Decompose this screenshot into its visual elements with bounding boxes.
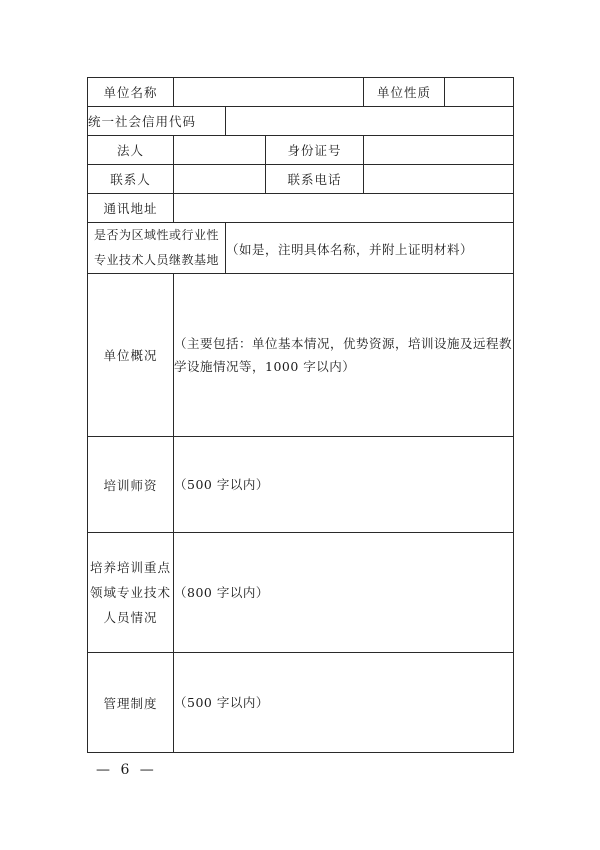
legal-person-field[interactable] [174, 136, 266, 165]
contact-phone-label: 联系电话 [266, 165, 364, 194]
id-number-label: 身份证号 [266, 136, 364, 165]
row-contact [88, 165, 514, 194]
base-note[interactable]: （如是，注明具体名称，并附上证明材料） [226, 223, 514, 274]
credit-code-label: 统一社会信用代码 [88, 107, 226, 136]
teachers-note[interactable]: （500 字以内） [174, 437, 514, 533]
base-question-line2: 专业技术人员继教基地 [93, 253, 219, 267]
address-label: 通讯地址 [88, 194, 174, 223]
management-note[interactable]: （500 字以内） [174, 653, 514, 753]
key-fields-label [88, 533, 174, 653]
row-teachers [88, 437, 514, 533]
unit-name-label: 单位名称 [88, 78, 174, 107]
key-fields-line3: 人员情况 [103, 610, 158, 625]
application-form-table [87, 77, 514, 753]
overview-note[interactable]: （主要包括：单位基本情况，优势资源，培训设施及远程教学设施情况等，1000 字以内） [174, 274, 514, 437]
contact-person-label: 联系人 [88, 165, 174, 194]
credit-code-field[interactable] [226, 107, 514, 136]
contact-phone-field[interactable] [364, 165, 514, 194]
row-key-fields [88, 533, 514, 653]
legal-person-label: 法人 [88, 136, 174, 165]
row-credit-code [88, 107, 514, 136]
id-number-field[interactable] [364, 136, 514, 165]
key-fields-line1: 培养培训重点 [89, 560, 171, 575]
row-legal-person [88, 136, 514, 165]
row-overview [88, 274, 514, 437]
row-management [88, 653, 514, 753]
management-label: 管理制度 [88, 653, 174, 753]
address-field[interactable] [174, 194, 514, 223]
unit-name-field[interactable] [174, 78, 364, 107]
page-number: — 6 — [96, 762, 157, 778]
row-address [88, 194, 514, 223]
overview-label: 单位概况 [88, 274, 174, 437]
teachers-label: 培训师资 [88, 437, 174, 533]
unit-nature-label: 单位性质 [364, 78, 445, 107]
contact-person-field[interactable] [174, 165, 266, 194]
base-question-line1: 是否为区域性或行业性 [93, 228, 219, 242]
base-question-label [88, 223, 226, 274]
row-unit-name [88, 78, 514, 107]
key-fields-line2: 领域专业技术 [89, 585, 171, 600]
row-base-question [88, 223, 514, 274]
unit-nature-field[interactable] [445, 78, 514, 107]
key-fields-note[interactable]: （800 字以内） [174, 533, 514, 653]
